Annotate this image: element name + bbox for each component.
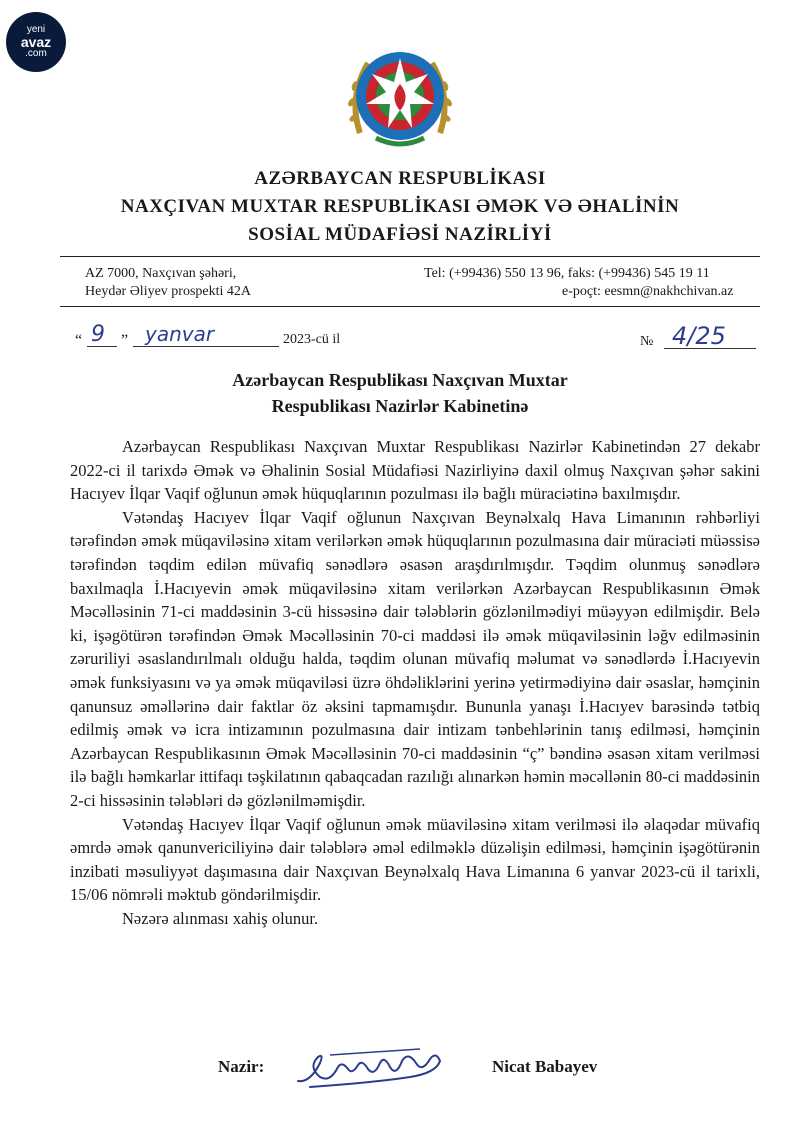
address-line-1: AZ 7000, Naxçıvan şəhəri, — [85, 266, 237, 281]
date-quote-open: “ — [75, 332, 83, 349]
body-paragraph-1: Azərbaycan Respublikası Naxçıvan Muxtar Respublikası Nazirlər Kabinetindən 27 dekabr 2022-ci il tarixdə Əmək və Əhalinin Sosial Müdafiəsi Nazirliyinə daxil olmuş Naxçıvan şəhər sakini Hacıyev İlqar Vaqif oğlunun əmək hüquqlarının pozulması ilə bağlı müraciətinə baxılmışdır. — [70, 437, 760, 504]
handwritten-signature-icon — [290, 1043, 450, 1093]
recipient-line-2: Respublikası Nazirlər Kabinetinə — [271, 396, 529, 416]
signature-block — [0, 1055, 800, 1095]
body-paragraph-2: Vətəndaş Hacıyev İlqar Vaqif oğlunun Naxçıvan Beynəlxalq Hava Limanının rəhbərliyi tərəfindən əmək müqaviləsinə xitam verilərkən əmək hüquqlarının pozulmasına dair müraciəti müəssisə tərəfindən təqdim edilən müvafiq sənədlərə əsasən araşdırılmışdır. Təqdim olunmuş sənədlərə baxılmaqla İ.Hacıyevin əmək müqaviləsinə xitam verilərkən Azərbaycan Respublikasının Əmək Məcəlləsinin 71-ci maddəsinin 3-cü hissəsinə dair tələblərin gözlənilmədiyi müəyyən edilmişdir. Belə ki, işəgötürən tərəfindən Əmək Məcəlləsinin 70-ci maddəsi ilə əmək müqaviləsinin ləğv edilməsinin zəruriliyi əsaslandırılmalı olduğu halda, təqdim olunan müvafiq məlumat və sənədlərdə İ.Hacıyevin əmək funksiyasını və ya əmək müqaviləsi üzrə öhdəliklərini yerinə yetirmədiyinə dair əsaslar, həmçinin qanunsuz əməllərinə dair faktlar öz əksini tapmamışdır. Bununla yanaşı İ.Hacıyev barəsində tətbiq edilmiş əmək və icra intizamının pozulmasına dair intizam tənbehlərinin tanış edilməsi, həmçinin Azərbaycan Respublikasının Əmək Məcəlləsinin 70-ci maddəsinin “ç” bəndinə əsasən xitam verilməsi ilə bağlı həmkarlar ittifaqı təşkilatının qabaqcadan razılığı alınarkən həmin məcəllənin 80-ci maddəsinin 2-ci hissəsinin tələbləri də gözlənilməmişdir. — [70, 507, 760, 810]
watermark-logo — [6, 12, 66, 72]
number-sign: № — [640, 334, 654, 349]
letter-date — [75, 322, 345, 356]
number-handwritten: 4/25 — [672, 322, 726, 350]
header-divider — [60, 256, 760, 257]
ministry-heading-line-1: AZƏRBAYCAN RESPUBLİKASI — [254, 168, 546, 189]
watermark-text-2: avaz — [20, 34, 52, 50]
signatory-title: Nazir: — [218, 1057, 265, 1076]
state-emblem-icon — [340, 38, 460, 158]
body-paragraph-4: Nəzərə alınması xahiş olunur. — [122, 908, 319, 928]
address-line-2: Heydər Əliyev prospekti 42A — [85, 284, 252, 299]
watermark-text-1: yeni — [26, 24, 46, 35]
body-paragraph-3: Vətəndaş Hacıyev İlqar Vaqif oğlunun əmək müaviləsinə xitam verilməsi ilə əlaqədar müvafiq əmrdə əmək qanunvericiliyinə dair tələblərə əməl edilməklə düzəlişin edilməsi, həmçinin işəgötürənin inzibati məsuliyyət daşımasına dair Naxçıvan Beynəlxalq Hava Limanına 6 yanvar 2023-cü il tarixli, 15/06 nömrəli məktub göndərilmişdir. — [70, 814, 760, 905]
date-year: 2023-cü il — [283, 332, 341, 347]
letter-body — [70, 435, 760, 930]
watermark-text-3: .com — [25, 48, 47, 59]
phone-fax-line: Tel: (+99436) 550 13 96, faks: (+99436) 545 19 11 — [424, 266, 710, 281]
letter-number — [640, 322, 770, 356]
date-day-handwritten: 9 — [91, 322, 105, 347]
date-quote-close: ” — [121, 332, 129, 349]
date-month-underline — [133, 346, 279, 347]
date-month-handwritten: yanvar — [145, 322, 215, 346]
number-underline — [664, 348, 756, 349]
ministry-heading-line-3: SOSİAL MÜDAFİƏSİ NAZİRLİYİ — [248, 224, 552, 245]
email-line: e-poçt: eesmn@nakhchivan.az — [562, 284, 734, 299]
ministry-heading-line-2: NAXÇIVAN MUXTAR RESPUBLİKASI ƏMƏK VƏ ƏHALİNİN — [120, 196, 680, 217]
contact-divider — [60, 306, 760, 307]
signatory-name: Nicat Babayev — [492, 1057, 598, 1076]
date-day-underline — [87, 346, 117, 347]
recipient-line-1: Azərbaycan Respublikası Naxçıvan Muxtar — [232, 370, 568, 390]
